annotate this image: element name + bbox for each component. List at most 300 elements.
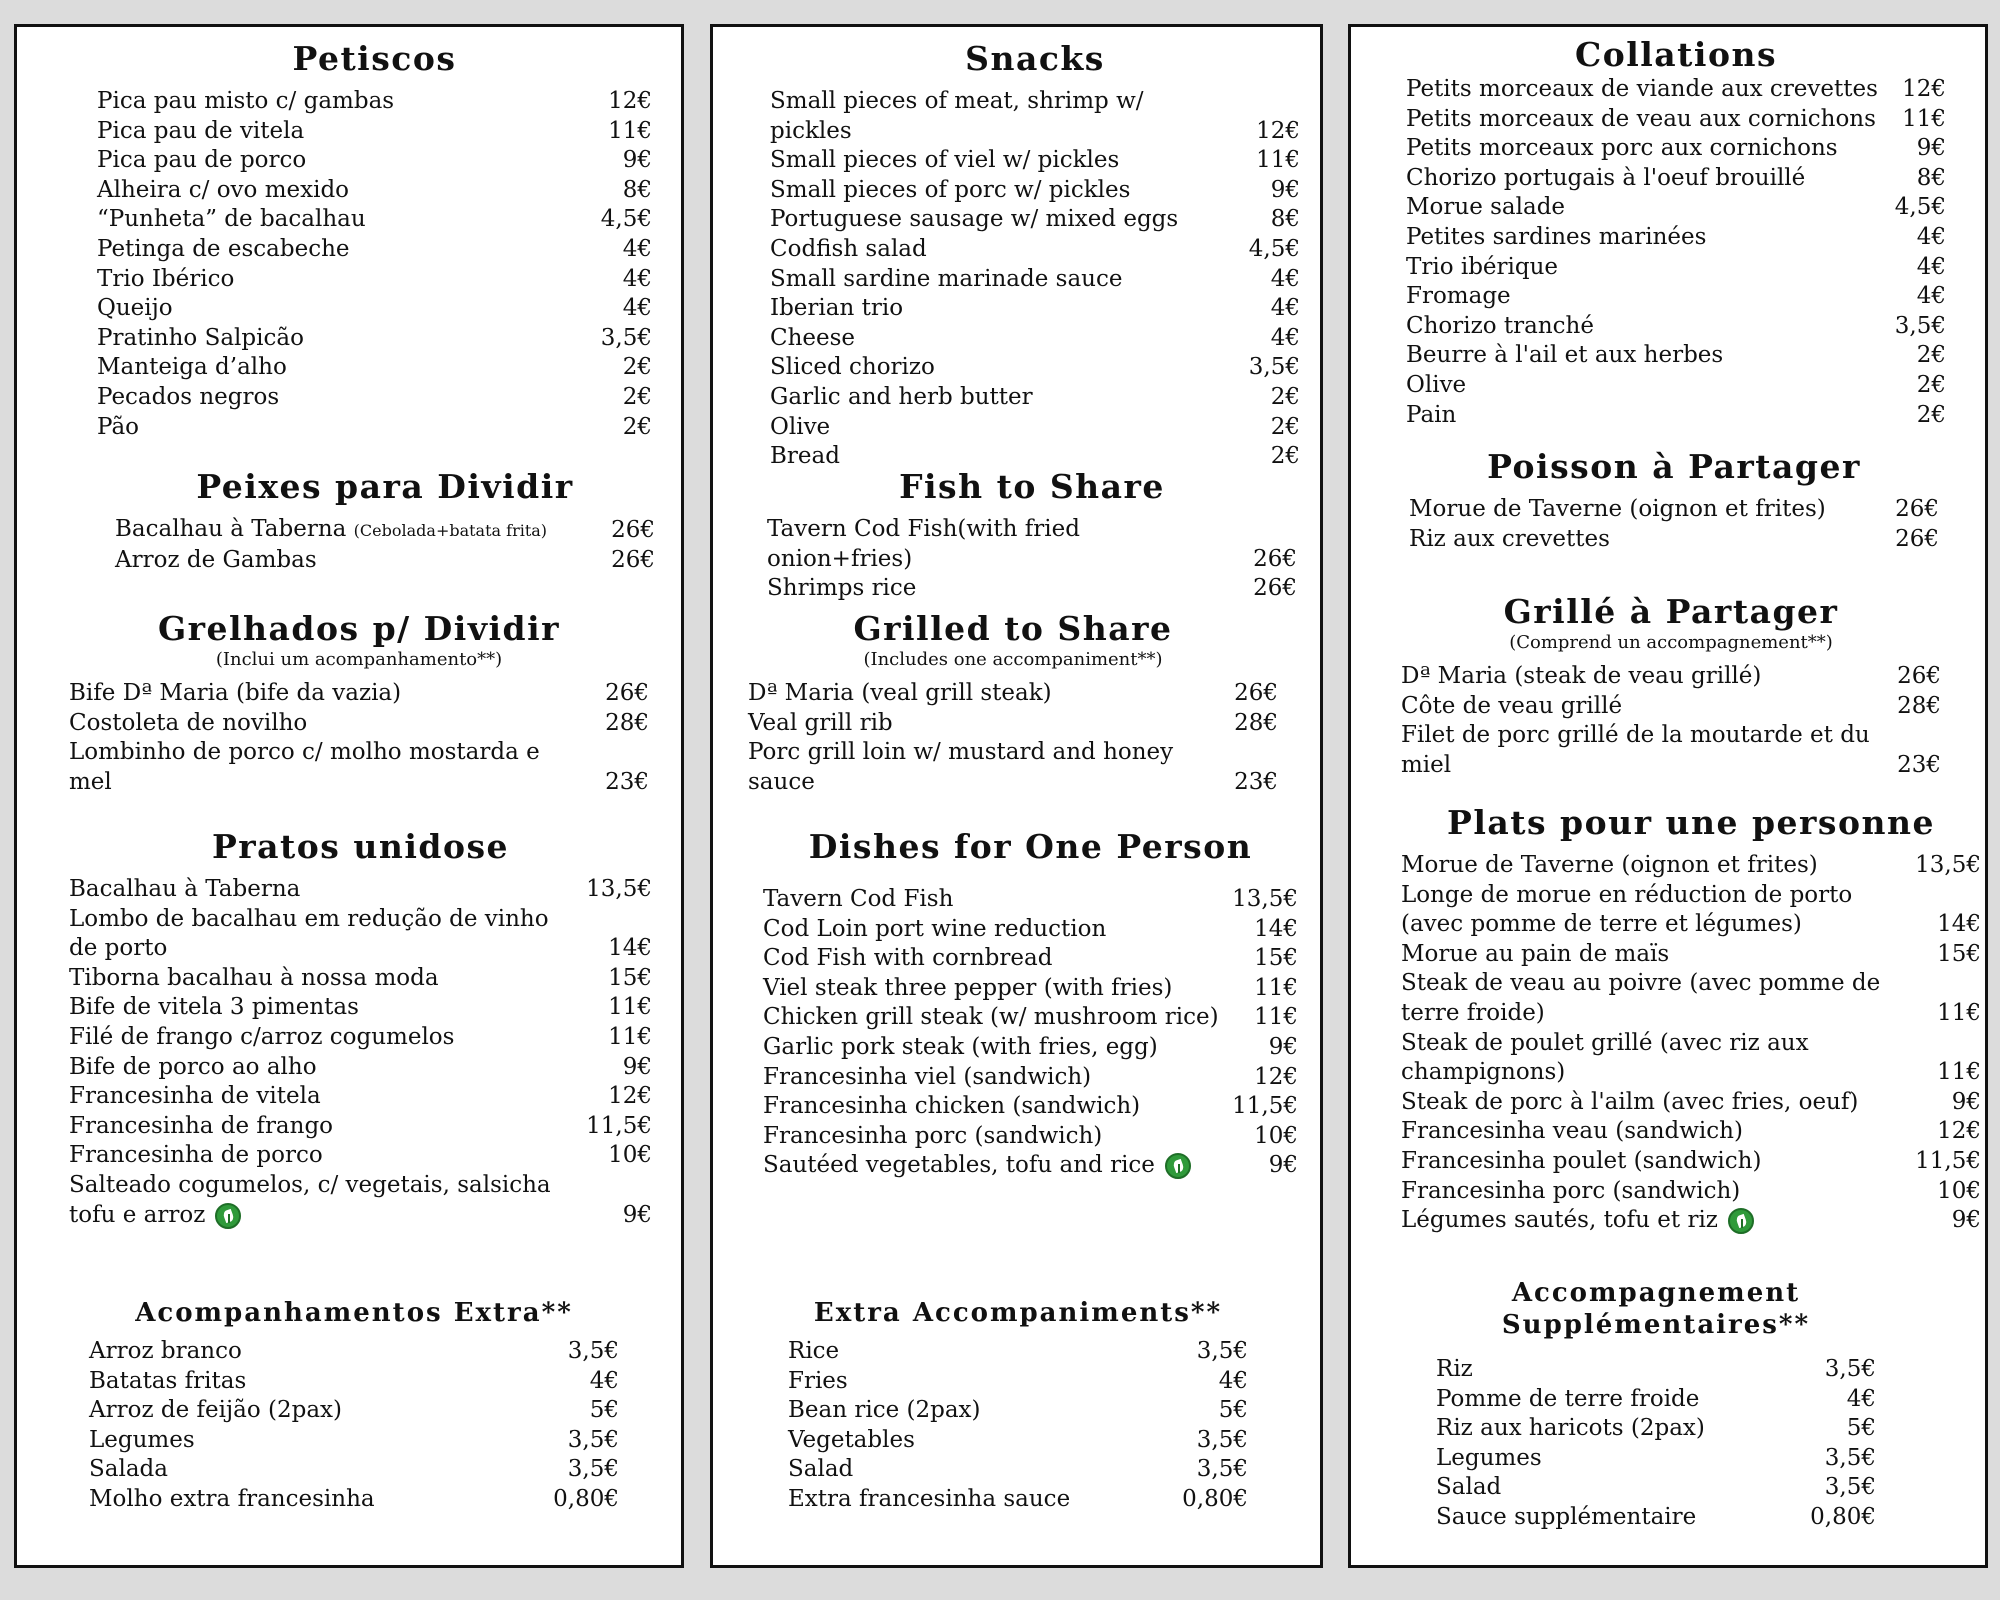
menu-item bbox=[1401, 881, 1981, 940]
menu-column-french bbox=[1348, 24, 1988, 1568]
menu-item-name bbox=[770, 176, 1240, 206]
menu-item-name-text: Francesinha viel (sandwich) bbox=[763, 1063, 1092, 1090]
menu-item-price: 0,80€ bbox=[1810, 1503, 1876, 1530]
menu-item-name bbox=[69, 875, 586, 905]
menu-item-price: 3,5€ bbox=[567, 1338, 619, 1364]
menu-item bbox=[1406, 193, 1946, 223]
menu-item-name bbox=[788, 1367, 1188, 1397]
menu-item-name bbox=[1406, 282, 1886, 312]
menu-item bbox=[1436, 1503, 1876, 1533]
menu-item-name-text: Small sardine marinade sauce bbox=[770, 265, 1123, 292]
menu-item-name bbox=[97, 294, 592, 324]
menu-item-name bbox=[1401, 881, 1921, 940]
menu-item-name-text: Chorizo tranché bbox=[1406, 312, 1594, 339]
menu-item-name-text: Beurre à l'ail et aux herbes bbox=[1406, 342, 1724, 369]
menu-item-name-text: Cheese bbox=[770, 324, 856, 351]
menu-item bbox=[1406, 105, 1946, 135]
menu-item-name bbox=[763, 1092, 1232, 1122]
menu-item bbox=[788, 1367, 1248, 1397]
menu-item-name-text: Morue de Taverne (oignon et frites) bbox=[1401, 852, 1818, 878]
item-list bbox=[97, 87, 652, 442]
menu-item-name-text: Francesinha de vitela bbox=[69, 1083, 321, 1110]
item-list bbox=[69, 875, 652, 1230]
menu-item-price: 9€ bbox=[1268, 1152, 1298, 1179]
menu-item-name-text: Steak de veau au poivre (avec pomme de terre froide) bbox=[1401, 970, 1881, 1026]
menu-item-name-text: Bread bbox=[770, 443, 840, 470]
menu-item-name bbox=[1406, 134, 1886, 164]
menu-item-price: 4€ bbox=[1916, 283, 1946, 310]
menu-item-price: 2€ bbox=[1916, 342, 1946, 369]
menu-item-name bbox=[1401, 940, 1921, 970]
menu-item bbox=[1406, 312, 1946, 342]
menu-item bbox=[1401, 851, 1981, 881]
menu-item bbox=[770, 176, 1300, 206]
menu-item-name bbox=[788, 1396, 1188, 1426]
menu-item-name bbox=[748, 738, 1218, 797]
menu-item-price: 28€ bbox=[1897, 692, 1941, 719]
menu-item-name bbox=[788, 1426, 1188, 1456]
menu-item-price: 3,5€ bbox=[1196, 1338, 1248, 1364]
menu-item-name-text: Petits morceaux de viande aux crevettes bbox=[1406, 76, 1878, 102]
menu-item-name bbox=[770, 413, 1240, 443]
menu-item-name bbox=[97, 117, 592, 147]
section-snacks bbox=[770, 39, 1300, 472]
menu-item-name bbox=[1401, 1147, 1915, 1177]
menu-item-name-text: Francesinha veau (sandwich) bbox=[1401, 1118, 1743, 1145]
menu-item-price: 4€ bbox=[622, 235, 652, 262]
menu-item-price: 3,5€ bbox=[567, 1456, 619, 1483]
menu-item bbox=[1436, 1355, 1876, 1385]
menu-item-price: 3,5€ bbox=[1196, 1456, 1248, 1483]
menu-item bbox=[1406, 223, 1946, 253]
menu-item-name-text: Alheira c/ ovo mexido bbox=[97, 176, 350, 203]
menu-item bbox=[89, 1337, 619, 1367]
menu-item-name-text: Longe de morue en réduction de porto (avec pomme de terre et légumes) bbox=[1401, 881, 1853, 938]
menu-item-name-text: Dª Maria (veal grill steak) bbox=[748, 680, 1052, 706]
menu-item bbox=[97, 265, 652, 295]
menu-item bbox=[770, 353, 1300, 383]
menu-item-name bbox=[1406, 312, 1886, 342]
menu-item-price: 14€ bbox=[1937, 911, 1981, 938]
menu-item-name-text: Sliced chorizo bbox=[770, 354, 935, 381]
menu-item-name bbox=[89, 1396, 559, 1426]
vegetarian-leaf-icon bbox=[1165, 1153, 1191, 1179]
menu-item-name bbox=[1401, 662, 1881, 692]
menu-item-name-text: Lombinho de porco c/ molho mostarda e mel bbox=[69, 739, 540, 795]
menu-item-name bbox=[97, 146, 592, 176]
menu-item-price: 15€ bbox=[1937, 940, 1981, 967]
menu-item-name bbox=[1406, 341, 1886, 371]
menu-item-name bbox=[1436, 1444, 1816, 1474]
menu-item bbox=[1401, 1029, 1981, 1088]
menu-item-name bbox=[763, 1003, 1238, 1033]
menu-item-name-text: Fries bbox=[788, 1367, 848, 1394]
menu-item bbox=[763, 1033, 1298, 1063]
section-peixes-para-dividir bbox=[115, 467, 655, 575]
menu-item-name-text: Chorizo portugais à l'oeuf brouillé bbox=[1406, 164, 1806, 191]
menu-item-price: 26€ bbox=[1895, 496, 1939, 522]
menu-item bbox=[788, 1426, 1248, 1456]
menu-item-name-text: Pão bbox=[97, 413, 140, 440]
menu-item bbox=[763, 1003, 1298, 1033]
menu-item-price: 4€ bbox=[1916, 253, 1946, 280]
menu-item-name bbox=[89, 1367, 559, 1397]
menu-item-price: 26€ bbox=[611, 546, 655, 573]
menu-item bbox=[1436, 1385, 1876, 1415]
menu-item-price: 9€ bbox=[1916, 135, 1946, 162]
menu-item-price: 23€ bbox=[1897, 751, 1941, 778]
menu-item-price: 4,5€ bbox=[1894, 194, 1946, 221]
menu-item-price: 26€ bbox=[1253, 545, 1297, 572]
menu-item-price: 28€ bbox=[1234, 709, 1278, 736]
menu-item-name-text: Porc grill loin w/ mustard and honey sauce bbox=[748, 739, 1174, 795]
menu-item bbox=[1401, 1147, 1981, 1177]
menu-item-name-text: Sauce supplémentaire bbox=[1436, 1503, 1697, 1530]
menu-item-name-text: Pratinho Salpicão bbox=[97, 324, 304, 351]
menu-item-price: 3,5€ bbox=[1196, 1426, 1248, 1453]
menu-item-name-text: Bife Dª Maria (bife da vazia) bbox=[69, 680, 402, 706]
menu-item-name-text: Garlic pork steak (with fries, egg) bbox=[763, 1033, 1158, 1060]
menu-item bbox=[97, 413, 652, 443]
vegetarian-leaf-icon bbox=[1728, 1208, 1754, 1234]
menu-item-name bbox=[97, 87, 592, 117]
section-title: Collations bbox=[1574, 35, 1778, 74]
menu-item-name-text: Francesinha porc (sandwich) bbox=[763, 1122, 1103, 1149]
menu-item-name-text: Vegetables bbox=[788, 1426, 915, 1453]
menu-item-price: 4€ bbox=[622, 295, 652, 322]
menu-item-name-text: Legumes bbox=[89, 1426, 195, 1453]
menu-item bbox=[788, 1455, 1248, 1485]
menu-item-name-text: Bacalhau à Taberna bbox=[115, 516, 347, 542]
menu-item-price: 12€ bbox=[1902, 76, 1946, 102]
menu-item bbox=[97, 383, 652, 413]
menu-item-name bbox=[1436, 1473, 1816, 1503]
menu-item-name-text: Francesinha poulet (sandwich) bbox=[1401, 1147, 1762, 1174]
menu-item-name bbox=[770, 265, 1240, 295]
menu-item-name bbox=[1406, 75, 1886, 105]
menu-item-name bbox=[69, 1023, 592, 1053]
menu-item-price: 12€ bbox=[608, 88, 652, 114]
menu-item bbox=[69, 679, 649, 709]
section-title: Dishes for One Person bbox=[808, 827, 1253, 866]
menu-item-name bbox=[767, 574, 1237, 604]
menu-item-name bbox=[97, 353, 592, 383]
menu-item-name-text: Rice bbox=[788, 1338, 840, 1364]
menu-item-name-text: Trio Ibérico bbox=[97, 265, 235, 292]
menu-item bbox=[69, 993, 652, 1023]
menu-item-name-text: Cod Fish with cornbread bbox=[763, 945, 1053, 972]
menu-item bbox=[767, 515, 1297, 574]
menu-item bbox=[770, 324, 1300, 354]
menu-item-name bbox=[1401, 721, 1881, 780]
menu-item-name-text: Small pieces of viel w/ pickles bbox=[770, 147, 1120, 174]
menu-item bbox=[1409, 495, 1939, 525]
section-title: Accompagnement Supplémentaires** bbox=[1501, 1278, 1811, 1340]
menu-item-price: 13,5€ bbox=[1232, 886, 1298, 912]
menu-item-name-text: Petinga de escabeche bbox=[97, 235, 350, 262]
menu-item-price: 4€ bbox=[622, 265, 652, 292]
menu-item-name bbox=[1436, 1503, 1810, 1533]
menu-item-price: 4€ bbox=[1270, 324, 1300, 351]
menu-item-name-text: Riz bbox=[1436, 1356, 1473, 1382]
item-list bbox=[763, 885, 1298, 1181]
menu-item-price: 15€ bbox=[1254, 945, 1298, 972]
menu-item-name-text: Salteado cogumelos, c/ vegetais, salsicha tofu e arroz bbox=[69, 1171, 551, 1228]
item-list bbox=[1401, 662, 1941, 780]
menu-item-name bbox=[1436, 1385, 1816, 1415]
section-title: Pratos unidose bbox=[211, 827, 510, 866]
menu-item-price: 11€ bbox=[1254, 974, 1298, 1001]
menu-item-name bbox=[1409, 525, 1879, 555]
menu-item-price: 8€ bbox=[1916, 164, 1946, 191]
menu-item bbox=[115, 546, 655, 576]
menu-item-price: 28€ bbox=[605, 709, 649, 736]
menu-item-price: 10€ bbox=[608, 1142, 652, 1169]
menu-item-price: 9€ bbox=[1951, 1207, 1981, 1234]
menu-item-name-text: Manteiga d’alho bbox=[97, 354, 287, 381]
menu-item-name-text: Dª Maria (steak de veau grillé) bbox=[1401, 663, 1762, 689]
menu-item bbox=[770, 205, 1300, 235]
menu-item-name-text: Trio ibérique bbox=[1406, 253, 1559, 280]
menu-item bbox=[770, 87, 1300, 146]
menu-item-price: 13,5€ bbox=[586, 876, 652, 902]
menu-item-price: 12€ bbox=[1254, 1063, 1298, 1090]
menu-item-price: 3,5€ bbox=[1824, 1356, 1876, 1382]
menu-item-name bbox=[1401, 1088, 1921, 1118]
section-title: Plats pour une personne bbox=[1447, 803, 1935, 842]
menu-item bbox=[788, 1337, 1248, 1367]
menu-item bbox=[89, 1426, 619, 1456]
menu-item bbox=[770, 294, 1300, 324]
menu-item bbox=[1406, 282, 1946, 312]
menu-item-price: 3,5€ bbox=[1824, 1474, 1876, 1501]
menu-item-name bbox=[770, 146, 1240, 176]
menu-item-name-text: Shrimps rice bbox=[767, 575, 917, 602]
menu-item-price: 11€ bbox=[608, 1023, 652, 1050]
menu-item-price: 4,5€ bbox=[600, 206, 652, 233]
menu-item-name-text: Steak de porc à l'ailm (avec fries, oeuf) bbox=[1401, 1088, 1859, 1115]
menu-item bbox=[1406, 134, 1946, 164]
menu-item bbox=[763, 1092, 1298, 1122]
item-list bbox=[1406, 75, 1946, 430]
menu-item-price: 11,5€ bbox=[586, 1112, 652, 1139]
menu-item bbox=[1401, 1117, 1981, 1147]
menu-item-price: 12€ bbox=[608, 1083, 652, 1110]
menu-item-name-text: Bife de porco ao alho bbox=[69, 1053, 317, 1080]
menu-item-name bbox=[69, 1082, 592, 1112]
menu-item-name-text: Fromage bbox=[1406, 283, 1511, 310]
menu-item-price: 11€ bbox=[608, 117, 652, 144]
menu-item-name-text: Queijo bbox=[97, 295, 173, 322]
menu-item bbox=[1406, 253, 1946, 283]
item-list bbox=[770, 87, 1300, 472]
menu-item-name bbox=[97, 235, 592, 265]
menu-item-name-text: Arroz de Gambas bbox=[115, 546, 317, 573]
section-fish-to-share bbox=[767, 467, 1297, 604]
item-list bbox=[69, 679, 649, 797]
menu-item bbox=[1406, 401, 1946, 431]
section-grille-a-partager bbox=[1401, 592, 1941, 780]
item-list bbox=[1409, 495, 1939, 554]
section-title: Grelhados p/ Dividir bbox=[157, 609, 561, 648]
menu-item bbox=[97, 235, 652, 265]
menu-item-price: 26€ bbox=[1897, 663, 1941, 689]
menu-item-price: 13,5€ bbox=[1915, 852, 1981, 878]
menu-item bbox=[770, 383, 1300, 413]
menu-item-price: 11€ bbox=[1937, 999, 1981, 1026]
menu-item-name bbox=[1401, 1117, 1921, 1147]
menu-item-price: 2€ bbox=[622, 383, 652, 410]
menu-item-name-text: Petites sardines marinées bbox=[1406, 223, 1707, 250]
menu-item-name bbox=[97, 205, 592, 235]
menu-item-name-text: Garlic and herb butter bbox=[770, 383, 1033, 410]
menu-item bbox=[1436, 1473, 1876, 1503]
menu-item-name bbox=[1406, 401, 1886, 431]
section-dishes-for-one-person bbox=[763, 827, 1298, 1181]
menu-item-name-text: Côte de veau grillé bbox=[1401, 692, 1623, 719]
menu-item-name bbox=[69, 905, 592, 964]
menu-item bbox=[763, 974, 1298, 1004]
menu-item-price: 5€ bbox=[589, 1397, 619, 1424]
menu-item-price: 14€ bbox=[608, 935, 652, 962]
menu-item-name bbox=[1436, 1414, 1816, 1444]
menu-item-name bbox=[763, 885, 1232, 915]
menu-item-price: 3,5€ bbox=[1824, 1444, 1876, 1471]
menu-item-note: (Cebolada+batata frita) bbox=[353, 521, 548, 540]
menu-item-name bbox=[748, 709, 1218, 739]
menu-item-price: 11,5€ bbox=[1232, 1093, 1298, 1120]
menu-item bbox=[69, 709, 649, 739]
menu-item bbox=[97, 176, 652, 206]
menu-item-price: 26€ bbox=[605, 680, 649, 706]
menu-item-name bbox=[1409, 495, 1879, 525]
menu-item-name bbox=[89, 1485, 553, 1515]
menu-item-price: 11€ bbox=[1937, 1059, 1981, 1086]
menu-item-price: 2€ bbox=[622, 413, 652, 440]
menu-item-name bbox=[89, 1426, 559, 1456]
menu-item-name bbox=[770, 294, 1240, 324]
menu-item bbox=[69, 1141, 652, 1171]
menu-item-price: 4€ bbox=[1916, 223, 1946, 250]
section-grilled-to-share bbox=[748, 609, 1278, 797]
menu-item-name-text: Morue salade bbox=[1406, 194, 1566, 221]
menu-item-price: 11€ bbox=[1256, 147, 1300, 174]
menu-item-name bbox=[1406, 193, 1886, 223]
menu-item bbox=[763, 1151, 1298, 1181]
menu-item-name-text: Chicken grill steak (w/ mushroom rice) bbox=[763, 1004, 1219, 1031]
menu-item-name-text: Olive bbox=[1406, 371, 1467, 398]
menu-column-english bbox=[710, 24, 1323, 1568]
menu-item-name-text: Riz aux crevettes bbox=[1409, 525, 1610, 552]
section-subtitle: (Includes one accompaniment**) bbox=[863, 649, 1163, 670]
menu-item-name bbox=[1401, 1029, 1921, 1088]
menu-item-name bbox=[788, 1455, 1188, 1485]
menu-item-name bbox=[115, 546, 595, 576]
menu-item-name-text: Steak de poulet grillé (avec riz aux champignons) bbox=[1401, 1029, 1809, 1086]
section-title: Grilled to Share bbox=[853, 609, 1173, 648]
menu-item bbox=[770, 413, 1300, 443]
menu-item-price: 4€ bbox=[1846, 1385, 1876, 1412]
section-subtitle: (Comprend un accompagnement**) bbox=[1509, 632, 1833, 653]
menu-item-price: 2€ bbox=[1270, 443, 1300, 470]
item-list bbox=[1436, 1355, 1876, 1533]
menu-item bbox=[1401, 1177, 1981, 1207]
menu-item bbox=[1406, 341, 1946, 371]
menu-item bbox=[89, 1396, 619, 1426]
menu-item-price: 11€ bbox=[1902, 105, 1946, 132]
menu-item-price: 4€ bbox=[1270, 265, 1300, 292]
section-grelhados-p-dividir bbox=[69, 609, 649, 797]
menu-item-price: 26€ bbox=[1253, 575, 1297, 602]
section-title: Petiscos bbox=[292, 39, 457, 78]
menu-item bbox=[89, 1455, 619, 1485]
menu-item bbox=[97, 117, 652, 147]
section-title: Grillé à Partager bbox=[1503, 592, 1839, 631]
menu-item-price: 3,5€ bbox=[1894, 312, 1946, 339]
menu-item bbox=[1406, 75, 1946, 105]
menu-item-name-text: Iberian trio bbox=[770, 295, 904, 322]
menu-item-name-text: Tavern Cod Fish(with fried onion+fries) bbox=[767, 516, 1080, 572]
menu-column-portuguese bbox=[14, 24, 684, 1568]
menu-item-price: 8€ bbox=[622, 176, 652, 203]
menu-item-price: 3,5€ bbox=[567, 1426, 619, 1453]
menu-item-price: 10€ bbox=[1254, 1122, 1298, 1149]
menu-item-name bbox=[69, 1171, 592, 1230]
menu-item bbox=[97, 205, 652, 235]
section-plats-pour-une-personne bbox=[1401, 803, 1981, 1236]
menu-item-name bbox=[770, 383, 1240, 413]
item-list bbox=[788, 1337, 1248, 1515]
menu-item bbox=[69, 1023, 652, 1053]
section-title: Acompanhamentos Extra** bbox=[135, 1298, 573, 1328]
menu-item bbox=[748, 679, 1278, 709]
menu-item-name bbox=[763, 1063, 1238, 1093]
menu-item-price: 9€ bbox=[1951, 1088, 1981, 1115]
menu-item-name bbox=[763, 1033, 1238, 1063]
menu-item-name-text: Pomme de terre froide bbox=[1436, 1385, 1700, 1412]
menu-item bbox=[748, 709, 1278, 739]
menu-item-name-text: Filé de frango c/arroz cogumelos bbox=[69, 1023, 455, 1050]
section-petiscos bbox=[97, 39, 652, 442]
menu-item-name-text: Arroz branco bbox=[89, 1338, 242, 1364]
menu-item bbox=[1401, 1206, 1981, 1236]
menu-item-name bbox=[1436, 1355, 1816, 1385]
menu-item-name bbox=[767, 515, 1237, 574]
item-list bbox=[748, 679, 1278, 797]
menu-item-name-text: Légumes sautés, tofu et riz bbox=[1401, 1207, 1718, 1234]
menu-item-name bbox=[69, 738, 589, 797]
menu-item-price: 12€ bbox=[1256, 117, 1300, 144]
menu-item-name-text: Pica pau de porco bbox=[97, 147, 307, 174]
menu-item-name bbox=[69, 679, 589, 709]
menu-item-name bbox=[69, 1053, 592, 1083]
menu-item-name-text: Petits morceaux porc aux cornichons bbox=[1406, 135, 1838, 162]
section-accompagnement-supplementaires bbox=[1436, 1277, 1876, 1533]
menu-item-name-text: Pica pau misto c/ gambas bbox=[97, 88, 395, 114]
menu-item bbox=[69, 964, 652, 994]
menu-item-price: 2€ bbox=[1270, 383, 1300, 410]
menu-item bbox=[69, 1053, 652, 1083]
menu-item bbox=[1436, 1444, 1876, 1474]
menu-item-name bbox=[1401, 1177, 1921, 1207]
menu-item bbox=[1406, 164, 1946, 194]
menu-item-price: 9€ bbox=[1268, 1033, 1298, 1060]
menu-item bbox=[767, 574, 1297, 604]
menu-item bbox=[1401, 721, 1941, 780]
section-title: Snacks bbox=[965, 39, 1105, 78]
menu-item bbox=[69, 1171, 652, 1230]
menu-item-name-text: Batatas fritas bbox=[89, 1367, 247, 1394]
